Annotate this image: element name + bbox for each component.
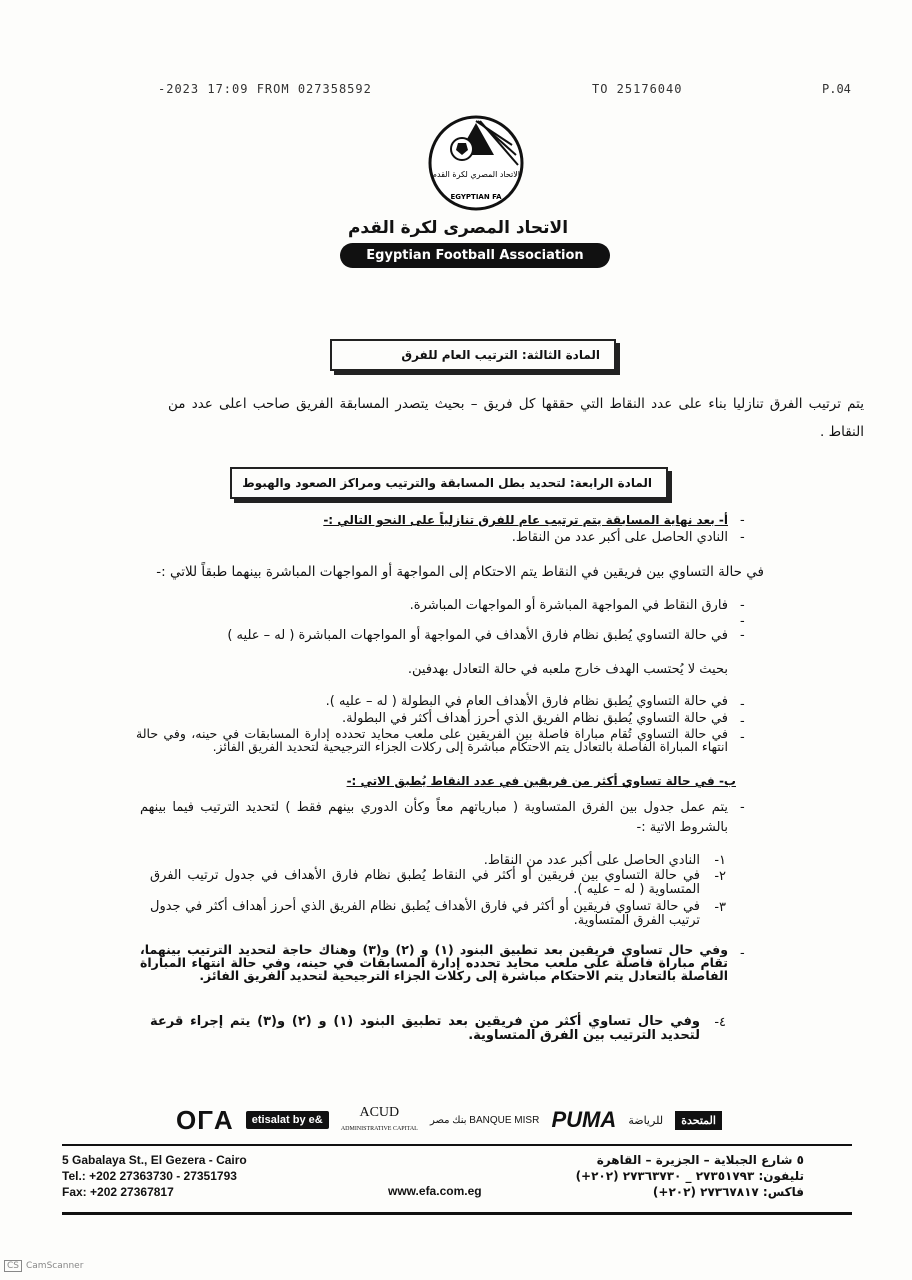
tie-item-2: في حالة التساوي يُطبق نظام فارق الأهداف في المواجهة أو المواجهات المباشرة ( له – عليه ) [227,628,728,643]
efa-logo-icon [428,115,524,211]
section-b-heading: ب- في حالة تساوي أكثر من فريقين في عدد النقاط يُطبق الاتي :- [346,774,736,788]
scanner-label: CamScanner [26,1261,84,1271]
b-item-2: وفي حال تساوي فريقين بعد تطبيق البنود (١) و (٢) و(٣) وهناك حاجة لتحديد الترتيب بينهما، تقام مباراة فاصلة على ملعب محايد تحدده إدارة المسابقات في حينه، وفي حالة انتهاء المباراة الفاصلة بالتعادل يتم الاحتكام مباشرة إلى ركلات الجزاء الترجيحية لتحديد الفريق الفائز. [140,942,728,984]
sponsor-acud-name: ACUD [359,1105,400,1120]
article4-title: المادة الرابعة: لتحديد بطل المسابقة والترتيب ومراكز الصعود والهبوط [230,467,668,499]
dash-marker: - [740,800,745,815]
numbered-item-3-num: ٣- [714,900,726,915]
footer-contact-ar [576,1152,804,1201]
section-a-heading: أ- بعد نهاية المسابقة يتم ترتيب عام للفرق تنازلياً على النحو التالي :- [323,513,728,527]
org-name-en: Egyptian Football Association [340,243,610,268]
numbered-item-4-num: ٤- [714,1015,726,1030]
footer-tel-en: Tel.: +202 27363730 - 27351793 [62,1169,237,1184]
fax-page-number: P.04 [822,82,851,96]
logo-text-en: EGYPTIAN FA [450,193,502,201]
fax-to-line: TO 25176040 [592,82,683,96]
numbered-item-2: في حالة التساوي بين فريقين أو أكثر في النقاط يُطبق نظام فارق الأهداف في جدول ترتيب الفرق المتساوية ( له – عليه ). [150,868,700,897]
sponsor-banque-misr-logo: بنك مصر BANQUE MISR [429,1114,540,1126]
sponsor-ora-logo: OΓA [176,1104,234,1135]
tie-item-4: في حالة التساوي يُطبق نظام الفريق الذي أحرز أهداف أكثر في البطولة. [342,711,728,726]
tie-item-3: في حالة التساوي يُطبق نظام فارق الأهداف العام في البطولة ( له – عليه ). [325,694,728,709]
dash-marker: - [740,598,745,613]
footer-fax-en: Fax: +202 27367817 [62,1185,174,1200]
sponsor-etisalat-logo: etisalat by e& [246,1111,329,1129]
numbered-item-3: في حالة تساوي فريقين أو أكثر في فارق الأهداف يُطبق نظام الفريق الذي أحرز أهداف أكثر في جدول ترتيب الفرق المتساوية. [150,899,700,928]
sponsor-acud-logo [341,1106,418,1134]
footer-tel-ar: تليفون: ٢٧٣٥١٧٩٣ _ ٢٧٣٦٣٧٣٠ (٢٠٢+) [575,1169,804,1184]
tie-note: بحيث لا يُحتسب الهدف خارج ملعبه في حالة التعادل بهدفين. [407,662,728,677]
sponsor-strip [176,1098,722,1142]
footer-contact-en [62,1152,247,1201]
org-name-ar: الاتحاد المصرى لكرة القدم [347,218,569,238]
footer-divider [62,1144,852,1146]
article3-title: المادة الثالثة: الترتيب العام للفرق [330,339,616,371]
dash-marker: - [740,513,745,528]
b-item-1: يتم عمل جدول بين الفرق المتساوية ( مبارياتهم معاً وكأن الدوري بينهم فقط ) لتحديد الترتيب فيما بينهم بالشروط الاتية :- [140,800,728,836]
numbered-item-4: وفي حال تساوي أكثر من فريقين بعد تطبيق البنود (١) و (٢) و(٣) يتم إجراء قرعة لتحديد الترتيب بين الفرق المتساوية. [150,1014,701,1044]
tie-item-5: في حالة التساوي تُقام مباراة فاصلة بين الفريقين على ملعب محايد تحدده إدارة المسابقات في حينه، وفي حالة انتهاء المباراة الفاصلة بالتعادل يتم الاحتكام مباشرة إلى ركلات الجزاء الترجيحية لتحديد الفريق الفائز. [136,726,728,755]
sponsor-puma-logo: PUMA [551,1107,617,1132]
scanner-watermark [4,1260,83,1272]
numbered-item-1-num: ١- [714,853,726,868]
a-item-1: النادي الحاصل على أكبر عدد من النقاط. [511,530,728,545]
dash-marker: - [740,946,745,961]
numbered-item-2-num: ٢- [714,869,726,884]
tie-intro: في حالة التساوي بين فريقين في النقاط يتم الاحتكام إلى المواجهة أو المواجهات المباشرة بينهما طبقاً للاتي :- [156,564,764,580]
dash-marker: - [740,614,745,629]
sponsor-acud-subtitle: ADMINISTRATIVE CAPITAL [340,1126,418,1132]
dash-marker: - [740,628,745,643]
numbered-item-1: النادي الحاصل على أكبر عدد من النقاط. [483,853,700,868]
dash-marker: - [740,530,745,545]
dash-marker: - [740,697,745,712]
dash-marker: - [740,730,745,745]
sponsor-almotaheda-logo: المتحدة [675,1111,722,1130]
sponsor-sports-logo: للرياضة [628,1114,664,1127]
tie-item-1: فارق النقاط في المواجهة المباشرة أو المواجهات المباشرة. [409,598,728,613]
logo-text-ar: الاتحاد المصري لكرة القدم [431,170,521,179]
article3-body: يتم ترتيب الفرق تنازليا بناء على عدد النقاط التي حققها كل فريق – بحيث يتصدر المسابقة الفريق صاحب اعلى عدد من النقاط . [168,396,864,441]
footer-fax-ar: فاكس: ٢٧٣٦٧٨١٧ (٢٠٢+) [652,1185,804,1200]
footer-address-ar: ٥ شارع الجبلاية – الجزيرة – القاهرة [596,1153,804,1167]
footer-address-en: 5 Gabalaya St., El Gezera - Cairo [62,1153,247,1167]
camscanner-icon: CS [4,1260,22,1272]
footer-bottom-rule [62,1212,852,1215]
fax-header [0,82,912,104]
fax-from-line: -2023 17:09 FROM 027358592 [158,82,372,96]
footer-website: www.efa.com.eg [388,1184,482,1198]
dash-marker: - [740,714,745,729]
